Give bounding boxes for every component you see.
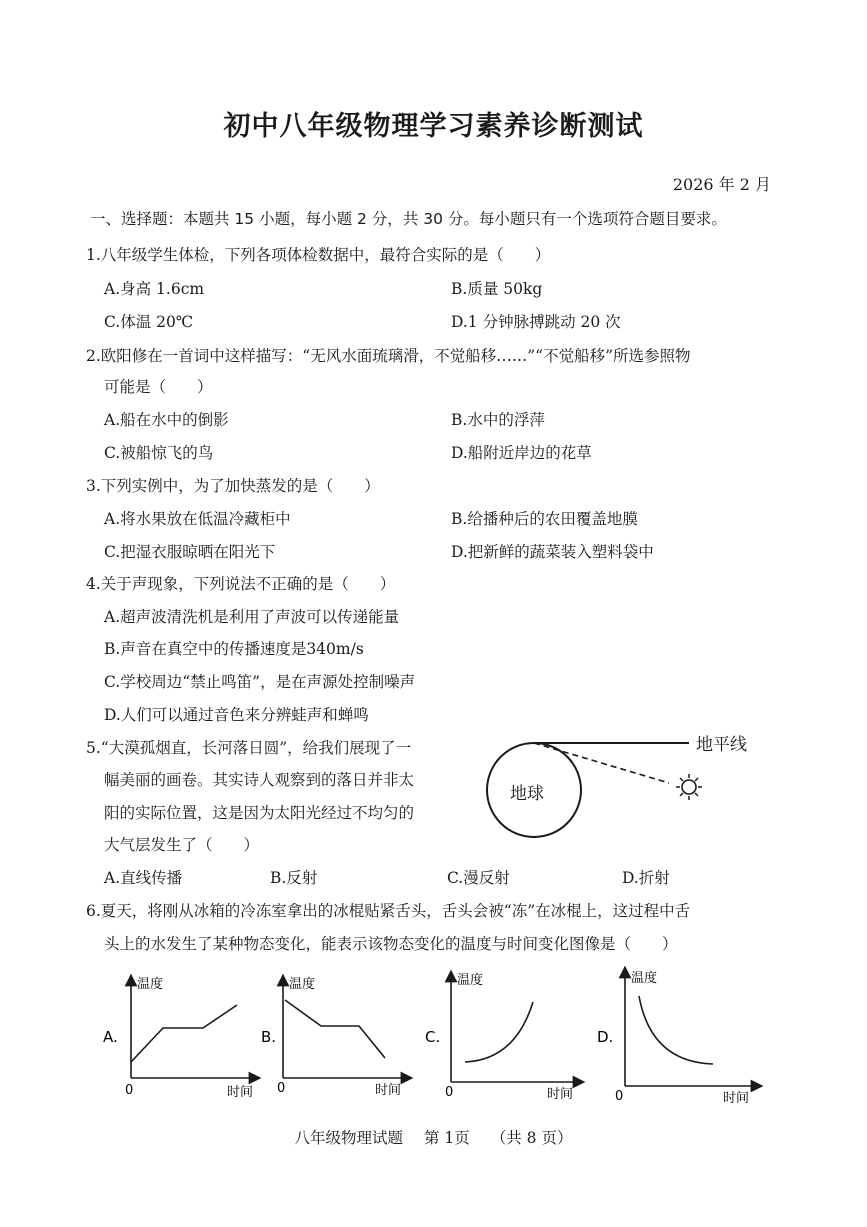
graph-d-curve [639,996,713,1064]
q3-stem: 3.下列实例中，为了加快蒸发的是（ ） [86,477,380,495]
q1-option-c: C.体温 20℃ [104,313,194,331]
q6-stem-line1: 6.夏天，将刚从冰箱的冷冻室拿出的冰棍贴紧舌头，舌头会被“冻”在冰棍上，这过程中舌 [86,902,691,920]
q2-option-a: A.船在水中的倒影 [104,411,229,429]
q6-graphs [95,960,775,1110]
graph-c-curve [465,1002,533,1062]
graph-d-xlabel: 时间 [723,1091,750,1106]
earth-label: 地球 [510,784,544,804]
graph-b-origin: 0 [277,1081,286,1096]
q1-option-a: A.身高 1.6cm [104,280,205,298]
graph-b-xlabel: 时间 [375,1083,402,1098]
light-path-dashed [534,743,669,783]
q5-stem-line3: 阳的实际位置，这是因为太阳光经过不均匀的 [104,804,415,822]
q4-option-c: C.学校周边“禁止鸣笛”，是在声源处控制噪声 [104,673,416,691]
graph-b-letter: B. [261,1028,277,1046]
q4-option-b: B.声音在真空中的传播速度是340m/s [104,640,364,658]
graph-c-ylabel: 温度 [457,973,484,988]
graph-c-origin: 0 [445,1085,454,1100]
graph-b [261,976,407,1098]
q1-option-d: D.1 分钟脉搏跳动 20 次 [451,313,621,331]
q3-option-d: D.把新鲜的蔬菜装入塑料袋中 [451,543,654,561]
q3-option-b: B.给播种后的农田覆盖地膜 [451,510,638,528]
graph-c [425,972,579,1102]
q5-option-c: C.漫反射 [447,869,510,887]
q6-stem-line2: 头上的水发生了某种物态变化，能表示该物态变化的温度与时间变化图像是（ ） [104,935,678,953]
page-footer [0,1126,867,1148]
graph-d-origin: 0 [615,1089,624,1104]
graph-a-curve [131,1005,237,1062]
q2-option-d: D.船附近岸边的花草 [451,444,592,462]
page-title: 初中八年级物理学习素养诊断测试 [223,111,644,142]
q2-stem-line1: 2.欧阳修在一首词中这样描写：“无风水面琉璃滑，不觉船移……”“不觉船移”所选参照物 [86,347,691,365]
graph-a-letter: A. [103,1028,118,1046]
q3-option-a: A.将水果放在低温冷藏柜中 [104,510,291,528]
exam-date: 2026 年 2 月 [672,175,771,194]
q3-option-c: C.把湿衣服晾晒在阳光下 [104,543,276,561]
q1-stem: 1.八年级学生体检，下列各项体检数据中，最符合实际的是（ ） [86,246,551,264]
earth-horizon-figure [476,730,776,850]
footer-total: （共 8 页） [490,1129,573,1147]
q4-stem: 4.关于声现象，下列说法不正确的是（ ） [86,575,396,593]
q4-option-a: A.超声波清洗机是利用了声波可以传递能量 [104,608,400,626]
graph-b-curve [285,1000,385,1058]
graph-a-xlabel: 时间 [227,1085,254,1100]
q4-option-d: D.人们可以通过音色来分辨蛙声和蝉鸣 [104,706,369,724]
q5-option-a: A.直线传播 [104,869,183,887]
graph-a-ylabel: 温度 [137,977,164,992]
graph-d-ylabel: 温度 [631,971,658,986]
graph-d [597,970,757,1106]
q5-stem-line2: 幅美丽的画卷。其实诗人观察到的落日并非太 [104,771,415,789]
q2-stem-line2: 可能是（ ） [104,378,213,396]
graph-c-letter: C. [425,1028,441,1046]
graph-c-xlabel: 时间 [547,1087,574,1102]
horizon-label: 地平线 [696,735,747,755]
q5-option-d: D.折射 [622,869,670,887]
q1-option-b: B.质量 50kg [451,280,543,298]
graph-a-origin: 0 [125,1083,134,1098]
q5-stem-line4: 大气层发生了（ ） [104,836,260,854]
q2-option-c: C.被船惊飞的鸟 [104,444,214,462]
sun-icon [676,774,702,800]
graph-d-letter: D. [597,1028,614,1046]
q5-stem-line1: 5.“大漠孤烟直，长河落日圆”，给我们展现了一 [86,739,412,757]
q2-option-b: B.水中的浮萍 [451,411,545,429]
graph-a [103,976,255,1100]
graph-b-ylabel: 温度 [289,977,316,992]
footer-subject: 八年级物理试题 [294,1129,404,1147]
footer-page: 第 1页 [424,1129,470,1147]
q5-option-b: B.反射 [270,869,318,887]
section-header: 一、选择题：本题共 15 小题，每小题 2 分，共 30 分。每小题只有一个选项符合题目要求。 [90,210,727,228]
